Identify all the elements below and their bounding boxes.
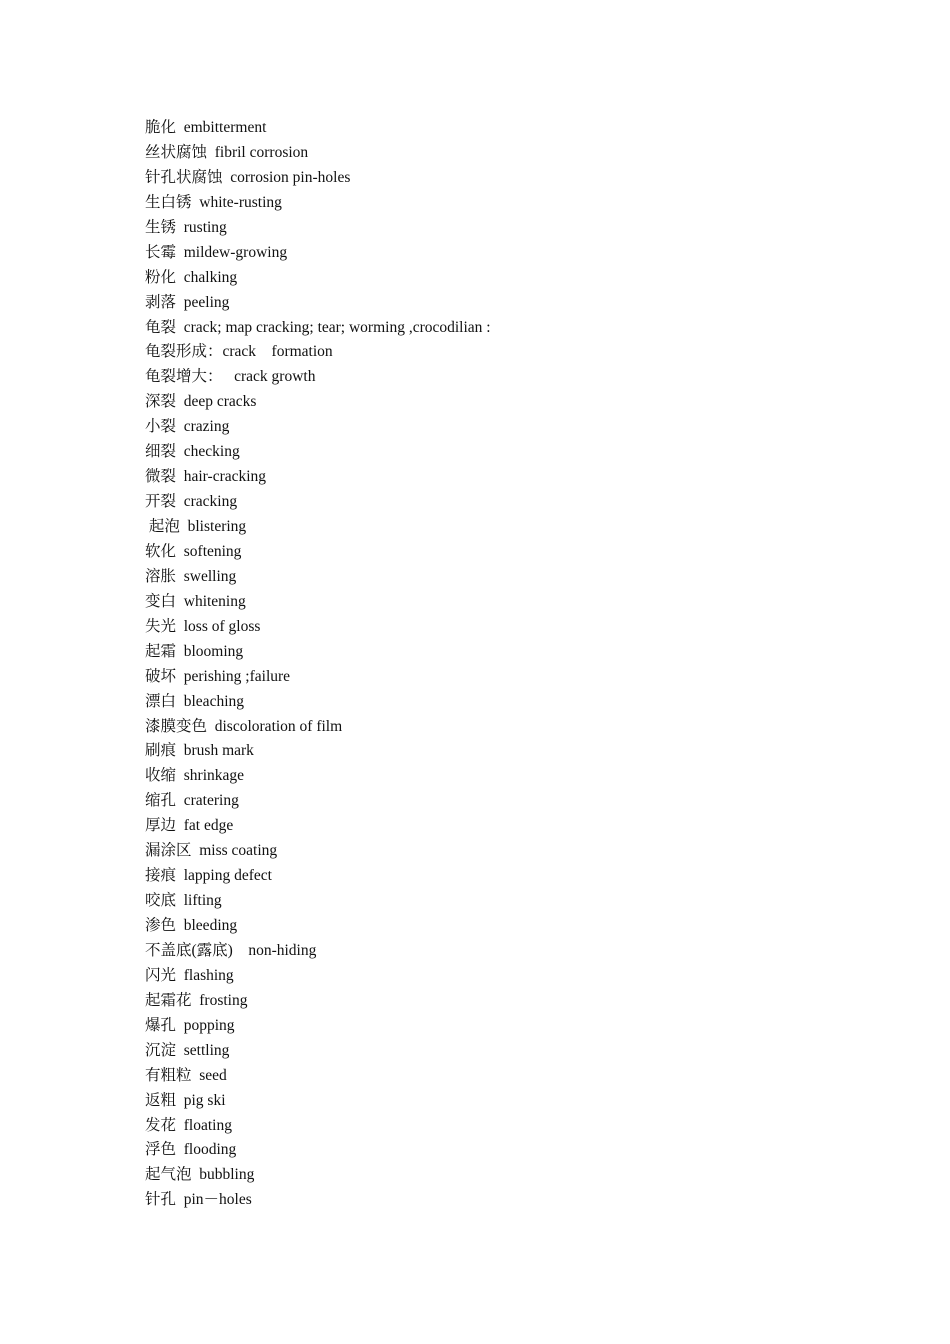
- glossary-entry: 起霜花 frosting: [145, 991, 248, 1009]
- glossary-list: [145, 116, 491, 1213]
- glossary-entry: 刷痕 brush mark: [145, 742, 254, 760]
- glossary-entry: 长霉 mildew-growing: [145, 243, 288, 261]
- glossary-entry: 剥落 peeling: [145, 293, 230, 311]
- glossary-entry: 细裂 checking: [145, 443, 240, 461]
- glossary-entry: 闪光 flashing: [145, 966, 234, 984]
- glossary-entry: 接痕 lapping defect: [145, 867, 272, 885]
- glossary-entry: 有粗粒 seed: [145, 1066, 227, 1084]
- glossary-entry: 厚边 fat edge: [145, 817, 234, 835]
- glossary-entry: 小裂 crazing: [145, 418, 230, 436]
- glossary-entry: 龟裂增大： crack growth: [145, 368, 316, 386]
- glossary-entry: 脆化 embitterment: [145, 119, 267, 136]
- glossary-entry: 收缩 shrinkage: [145, 767, 245, 785]
- glossary-entry: 漏涂区 miss coating: [145, 842, 278, 860]
- glossary-entry: 丝状腐蚀 fibril corrosion: [145, 143, 309, 161]
- glossary-entry: 龟裂 crack; map cracking; tear; worming ,crocodilian :: [145, 318, 491, 336]
- glossary-entry: 漂白 bleaching: [145, 692, 245, 710]
- glossary-entry: 漆膜变色 discoloration of film: [145, 717, 343, 735]
- glossary-entry: 生锈 rusting: [145, 218, 227, 236]
- glossary-entry: 渗色 bleeding: [145, 917, 238, 934]
- glossary-entry: 微裂 hair-cracking: [145, 468, 267, 486]
- glossary-entry: 生白锈 white-rusting: [145, 193, 282, 211]
- glossary-entry: 溶胀 swelling: [145, 567, 237, 585]
- glossary-entry: 针孔状腐蚀 corrosion pin-holes: [145, 168, 351, 186]
- glossary-entry: 起泡 blistering: [145, 518, 247, 535]
- glossary-entry: 浮色 flooding: [145, 1141, 237, 1159]
- glossary-entry: 失光 loss of gloss: [145, 617, 261, 635]
- glossary-entry: 咬底 lifting: [145, 892, 222, 910]
- glossary-entry: 发花 floating: [145, 1116, 232, 1134]
- glossary-entry: 粉化 chalking: [145, 268, 238, 286]
- glossary-entry: 开裂 cracking: [145, 493, 238, 511]
- glossary-entry: 起霜 blooming: [145, 642, 244, 660]
- glossary-entry: 爆孔 popping: [145, 1016, 235, 1034]
- glossary-entry: 返粗 pig ski: [145, 1091, 226, 1109]
- glossary-entry: 变白 whitening: [145, 592, 246, 610]
- glossary-entry: 深裂 deep cracks: [145, 393, 257, 411]
- glossary-entry: 不盖底(露底) non-hiding: [145, 941, 317, 959]
- glossary-entry: 针孔 pin－holes: [145, 1191, 252, 1209]
- glossary-entry: 破坏 perishing ;failure: [145, 667, 291, 685]
- glossary-entry: 龟裂形成：crack formation: [145, 343, 333, 361]
- glossary-entry: 沉淀 settling: [145, 1041, 230, 1059]
- glossary-entry: 缩孔 cratering: [145, 792, 239, 810]
- glossary-entry: 软化 softening: [145, 542, 242, 560]
- glossary-entry: 起气泡 bubbling: [145, 1166, 255, 1184]
